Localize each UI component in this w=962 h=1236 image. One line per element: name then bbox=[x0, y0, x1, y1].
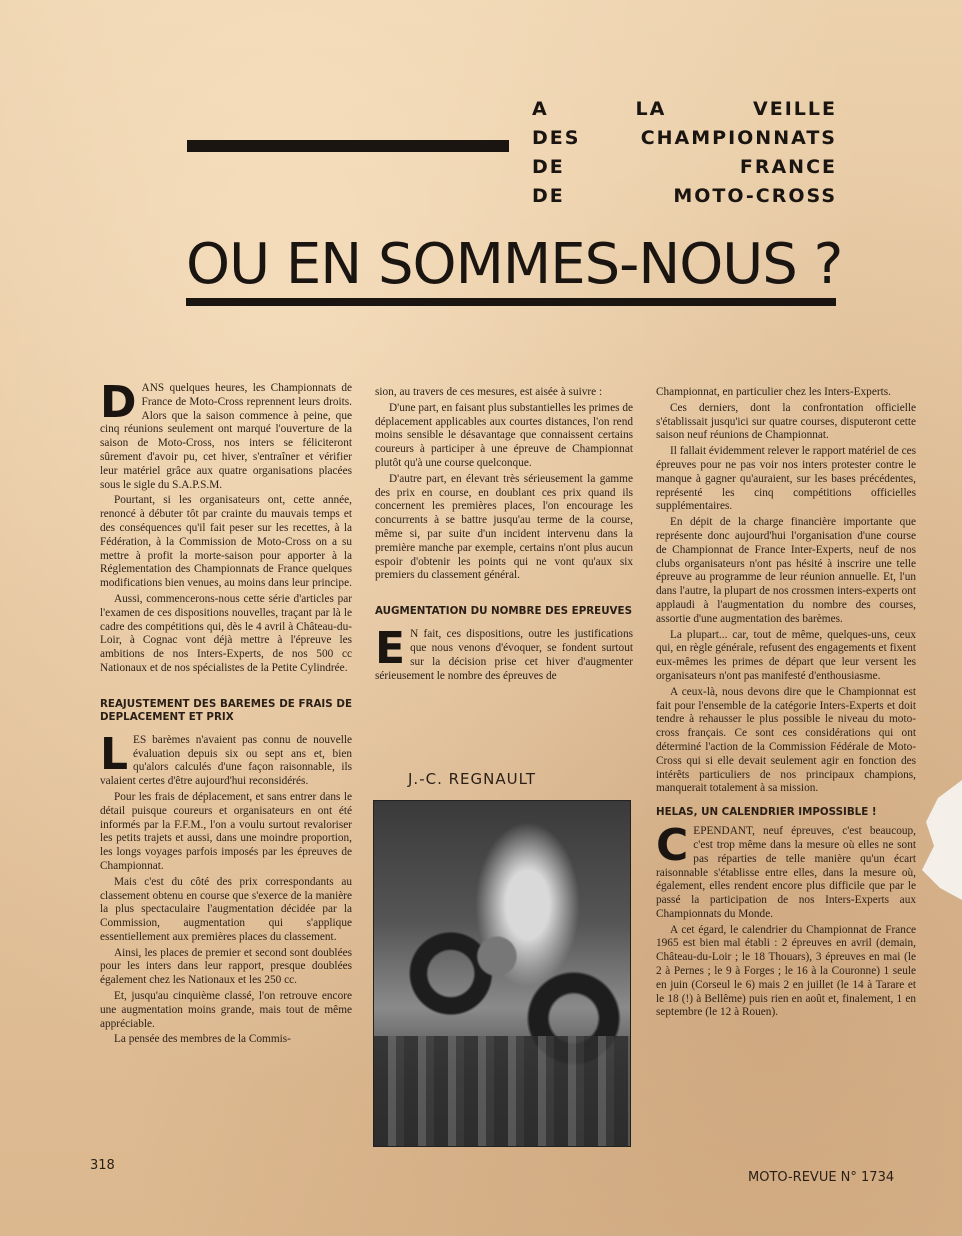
page-number: 318 bbox=[90, 1158, 115, 1173]
paragraph: Ainsi, les places de premier et second sont doublées pour les inters dans leur rapport, presque doublées également chez les Nationaux et les 250 cc. bbox=[100, 946, 352, 987]
paragraph: LES barèmes n'avaient pas connu de nouvelle évaluation depuis six ou sept ans et, bien qu'alors calculés d'une façon raisonnable, ils valaient certes d'être aujourd'hui reconsidérés. bbox=[100, 728, 352, 788]
paragraph: Aussi, commencerons-nous cette série d'articles par l'examen de ces dispositions nouvelles, traçant par là le cadre des compétitions qui, dès le 4 avril à Château-du-Loir, à Cognac vont déjà mettre à l'épreuve les ambitions de nos Inters-Experts, de nos 500 cc Nationaux et de nos spécialistes de la Petite Cylindrée. bbox=[100, 592, 352, 674]
kicker-line: DE FRANCE bbox=[532, 156, 837, 178]
torn-edge bbox=[922, 780, 962, 900]
paragraph: Ces derniers, dont la confrontation officielle s'établissait jusqu'ici sur quatre courses, disputeront cette saison neuf réunions de Championnat. bbox=[656, 401, 916, 442]
paragraph: sion, au travers de ces mesures, est aisée à suivre : bbox=[375, 386, 603, 398]
headline: OU EN SOMMES-NOUS ? bbox=[186, 232, 843, 297]
subhead: AUGMENTATION DU NOMBRE DES EPREUVES bbox=[375, 605, 632, 618]
motocross-photo bbox=[373, 800, 631, 1147]
byline: J.-C. REGNAULT bbox=[408, 770, 537, 788]
paragraph: Mais c'est du côté des prix correspondants au classement obtenu en course que s'exerce de la manière la plus spectaculaire l'augmentation décidée par la Commission, augmentation qui s'applique essentiellement aux premières places du classement. bbox=[100, 875, 352, 943]
column-1 bbox=[100, 377, 352, 1049]
paragraph: A cet égard, le calendrier du Championnat de France 1965 est bien mal établi : 2 épreuves en avril (demain, Château-du-Loir ; le 18 Thouars), 3 épreuves en mai (le 2 à Pernes ; le 9 à Forges ; le 16 à la Couronne) 1 seule en juin (Corseul le 6) mais 2 en juillet (le 14 à Tarare et le 18 (!) à Bellême) puis rien en août et, finalement, 1 en septembre (le 12 à Rouen). bbox=[656, 923, 916, 1019]
subhead: REAJUSTEMENT DES BAREMES DE FRAIS DE DEPLACEMENT ET PRIX bbox=[100, 697, 352, 723]
drop-cap: E bbox=[375, 623, 406, 675]
paragraph: Et, jusqu'au cinquième classé, l'on retrouve encore une augmentation moins grande, mais tout de même appréciable. bbox=[100, 990, 352, 1030]
drop-cap: L bbox=[100, 728, 129, 780]
subhead: HELAS, UN CALENDRIER IMPOSSIBLE ! bbox=[656, 806, 877, 819]
column-3 bbox=[656, 386, 916, 1022]
paragraph: Il fallait évidemment relever le rapport matériel de ces épreuves pour ne pas voir nos inters protester contre le manque à gagner qu'auraient, sur les bases précédentes, représenté les cinq compétitions officielles supplémentaires. bbox=[656, 445, 916, 513]
crowd-area bbox=[374, 1036, 630, 1146]
paragraph: CEPENDANT, neuf épreuves, c'est beaucoup, c'est trop même dans la mesure où elles ne sont pas réparties de telle manière qu'un écart raisonnable s'établisse entre elles, dans la mesure où, également, elles rendent encore plus difficile que par le passé la participation de nos Inters-Experts aux Championnats du Monde. bbox=[656, 820, 916, 920]
paragraph: A ceux-là, nous devons dire que le Championnat est fait pour l'ensemble de la catégorie Inters-Experts et doit tendre à rehausser le plus possible le niveau du moto-cross français. Ce sont ces considérations qui ont déterminé l'action de la Commission Fédérale de Moto-Cross qui si elle devait seulement agir en fonction des intérêts particuliers de nos principaux champions, manquerait totalement à sa mission. bbox=[656, 685, 916, 795]
kicker-line: DES CHAMPIONNATS bbox=[532, 127, 837, 149]
paragraph: La pensée des membres de la Commis- bbox=[114, 1033, 291, 1046]
paragraph: Pourtant, si les organisateurs ont, cette année, renoncé à débuter tôt par crainte du mauvais temps et des conséquences qu'il fait peser sur les recettes, à la Fédération, à la Commission de Moto-Cross on a su mettre à profit la morte-saison pour apporter à la Réglementation des Championnats de France quelques modifications bien venues, au moins dans leur principe. bbox=[100, 494, 352, 590]
paragraph: D'une part, en faisant plus substantielles les primes de déplacement applicables aux courtes distances, l'on rend moins sensible le désavantage que connaissent certains coureurs à participer à une épreuve de Championnat plutôt qu'à une course quelconque. bbox=[375, 401, 633, 469]
magazine-issue: MOTO-REVUE N° 1734 bbox=[748, 1170, 895, 1185]
kicker bbox=[532, 95, 837, 211]
column-2 bbox=[375, 386, 633, 685]
kicker-line: A LA VEILLE bbox=[532, 98, 837, 120]
paragraph: D'autre part, en élevant très sérieusement la gamme des prix en course, en doublant ces prix quand ils concernent les premières places, l'on encourage les concurrents à se battre jusqu'au terme de la course, même si, par suite d'un incident intervenu dans la première manche par exemple, certains n'ont plus aucun espoir d'obtenir les points qui ne vont qu'aux six premiers du classement général. bbox=[375, 472, 633, 582]
paragraph: Championnat, en particulier chez les Inters-Experts. bbox=[656, 386, 891, 398]
drop-cap: D bbox=[100, 377, 137, 428]
kicker-line: DE MOTO-CROSS bbox=[532, 185, 837, 207]
paragraph: La plupart... car, tout de même, quelques-uns, ceux qui, en règle générale, refusent des engagements et fixent eux-mêmes les primes de départ que leur versent les organisateurs n'ont pas manifesté d'enthousiasme. bbox=[656, 628, 916, 682]
drop-cap: C bbox=[656, 820, 689, 872]
paragraph: Pour les frais de déplacement, et sans entrer dans le détail puisque coureurs et organisateurs en ont été informés par la F.F.M., l'on a voulu surtout revaloriser les petits trajets et aussi, dans une moindre proportion, les longs voyages parfois imposés par les épreuves de Championnat. bbox=[100, 790, 352, 872]
paragraph: E N fait, ces dispositions, outre les justifications que nous venons d'évoquer, se fondent surtout sur la décision prise cet hiver d'augmenter sérieusement le nombre des épreuves de bbox=[375, 623, 633, 682]
headline-rule bbox=[186, 298, 836, 306]
paragraph: DANS quelques heures, les Championnats de France de Moto-Cross reprennent leurs droits. Alors que la saison commence à peine, que cinq réunions seulement ont marqué l'ouverture de la saison de Moto-Cross, nos inters se féliciteront sûrement d'avoir pu, cet hiver, s'entraîner et vérifier leur matériel grâce aux quatre organisations placées sous le sigle du S.A.P.S.M. bbox=[100, 377, 352, 491]
paragraph: En dépit de la charge financière importante que représente donc aujourd'hui l'organisation d'une course de Championnat de France Inter-Experts, neuf de nos clubs organisateurs n'ont pas hésité à inscrire une telle épreuve au programme de leur réunion annuelle. Et, l'un dans l'autre, la plupart de nos crossmen inters-experts ont applaudi à l'augmentation du nombre des courses, assortie d'une augmentation des barèmes. bbox=[656, 516, 916, 625]
kicker-rule bbox=[187, 140, 509, 152]
